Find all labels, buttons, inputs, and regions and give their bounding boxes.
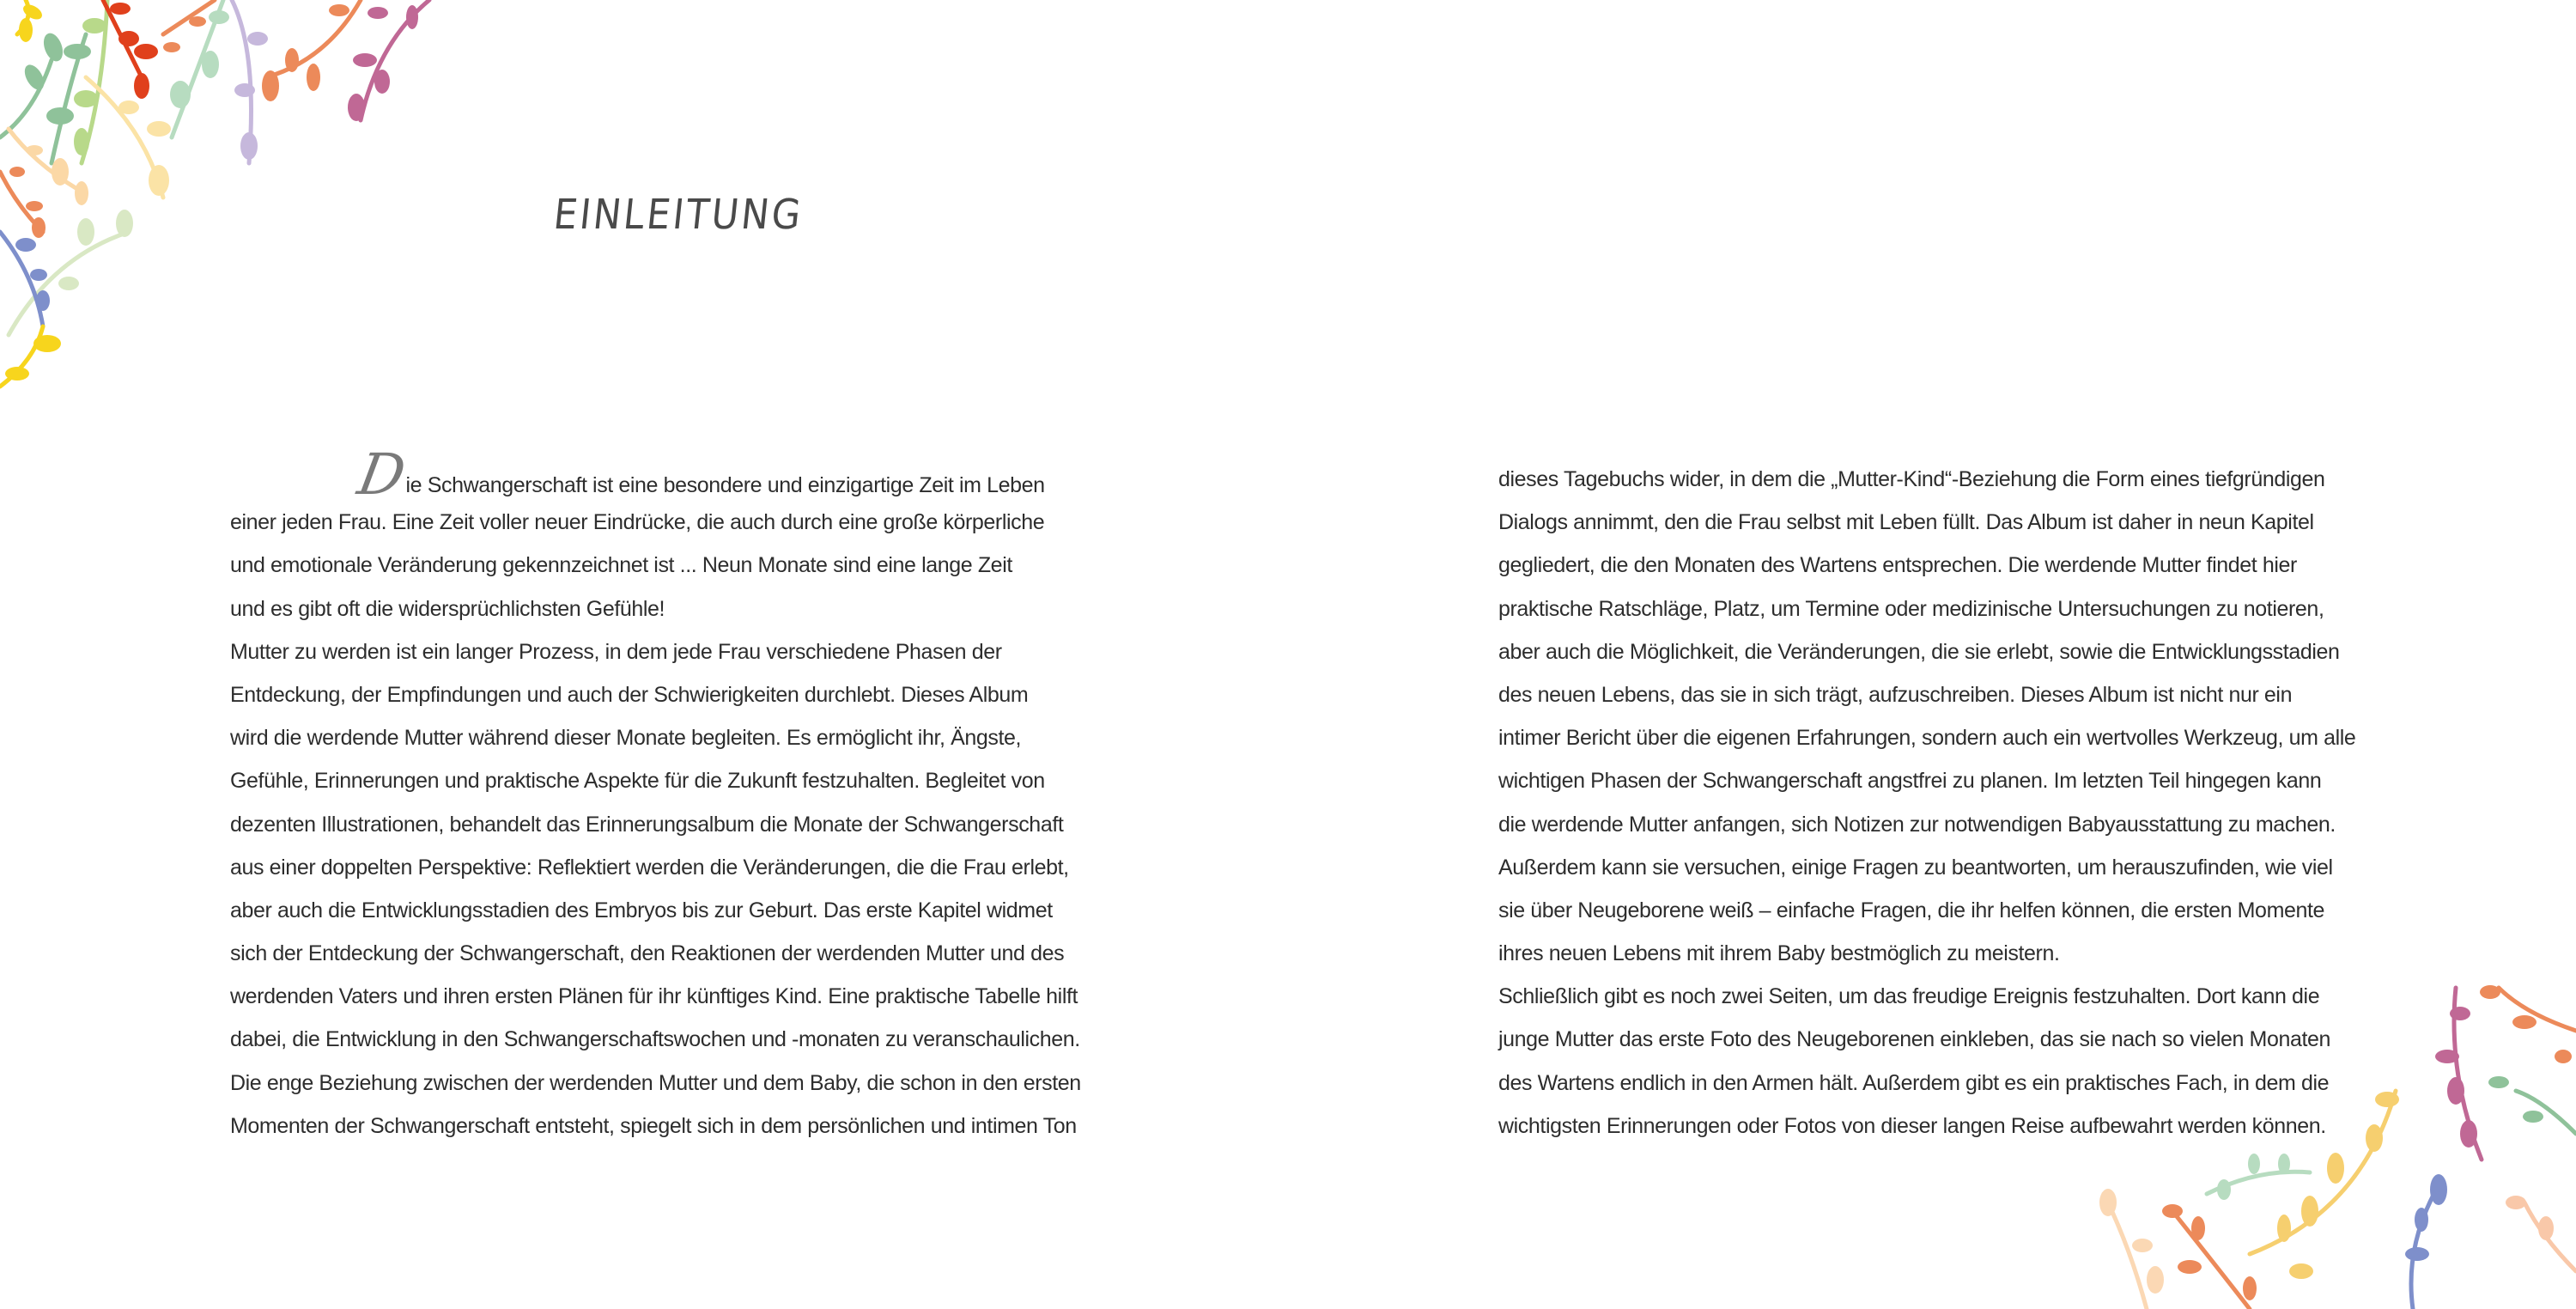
chapter-title: EINLEITUNG — [551, 191, 806, 240]
text-line: einer jeden Frau. Eine Zeit voller neuer Eindrücke, die auch durch eine große körperliche — [230, 510, 1045, 535]
text-line: junge Mutter das erste Foto des Neugeborenen einkleben, das sie nach so vielen Monaten — [1498, 1027, 2331, 1052]
text-line: Schließlich gibt es noch zwei Seiten, um das freudige Ereignis festzuhalten. Dort kann die — [1498, 984, 2320, 1009]
text-line: Die Schwangerschaft ist eine besondere und einzigartige Zeit im Leben — [353, 441, 1045, 508]
left-column-text — [230, 441, 1081, 1148]
text-line: Außerdem kann sie versuchen, einige Fragen zu beantworten, um herauszufinden, wie viel — [1498, 855, 2333, 880]
text-line: Mutter zu werden ist ein langer Prozess, in dem jede Frau verschiedene Phasen der — [230, 639, 1002, 664]
drop-cap: D — [353, 441, 410, 508]
text-line: wird die werdende Mutter während dieser Monate begleiten. Es ermöglicht ihr, Ängste, — [230, 726, 1022, 751]
text-line: dieses Tagebuchs wider, in dem die „Mutter-Kind“-Beziehung die Form eines tiefgründigen — [1498, 467, 2325, 491]
text-line: sie über Neugeborene weiß – einfache Fragen, die ihr helfen können, die ersten Momente — [1498, 898, 2325, 922]
text-line: ihres neuen Lebens mit ihrem Baby bestmöglich zu meistern. — [1498, 941, 2060, 966]
text-line: Entdeckung, der Empfindungen und auch der Schwierigkeiten durchlebt. Dieses Album — [230, 682, 1029, 707]
vines-decoration-bottom-right — [2078, 962, 2576, 1309]
text-line: des neuen Lebens, das sie in sich trägt, aufzuschreiben. Dieses Album ist nicht nur ein — [1498, 682, 2293, 707]
text-line: Momenten der Schwangerschaft entsteht, spiegelt sich in dem persönlichen und intimen Ton — [230, 1113, 1077, 1138]
text-line: aber auch die Entwicklungsstadien des Embryos bis zur Geburt. Das erste Kapitel widmet — [230, 898, 1053, 922]
text-line: und emotionale Veränderung gekennzeichnet ist ... Neun Monate sind eine lange Zeit — [230, 553, 1012, 578]
text-line: und es gibt oft die widersprüchlichsten Gefühle! — [230, 596, 665, 621]
right-page — [1288, 0, 2576, 1309]
text-line: des Wartens endlich in den Armen hält. Außerdem gibt es ein praktisches Fach, in dem die — [1498, 1070, 2330, 1095]
text-line: sich der Entdeckung der Schwangerschaft, den Reaktionen der werdenden Mutter und des — [230, 941, 1065, 966]
text-line: dabei, die Entwicklung in den Schwangerschaftswochen und -monaten zu veranschaulichen. — [230, 1027, 1080, 1052]
text-line: aus einer doppelten Perspektive: Reflektiert werden die Veränderungen, die die Frau erlebt, — [230, 855, 1069, 880]
text-line: gegliedert, die den Monaten des Wartens entsprechen. Die werdende Mutter findet hier — [1498, 553, 2297, 578]
text-line: Dialogs annimmt, den die Frau selbst mit Leben füllt. Das Album ist daher in neun Kapitel — [1498, 510, 2314, 535]
text-line: aber auch die Möglichkeit, die Veränderungen, die sie erlebt, sowie die Entwicklungsstadien — [1498, 639, 2340, 664]
text-line: dezenten Illustrationen, behandelt das Erinnerungsalbum die Monate der Schwangerschaft — [230, 812, 1064, 837]
text-line: wichtigen Phasen der Schwangerschaft angstfrei zu planen. Im letzten Teil hingegen kann — [1498, 769, 2322, 794]
text-line: Gefühle, Erinnerungen und praktische Aspekte für die Zukunft festzuhalten. Begleitet von — [230, 769, 1045, 794]
text-line: intimer Bericht über die eigenen Erfahrungen, sondern auch ein wertvolles Werkzeug, um alle — [1498, 726, 2356, 751]
text-line: werdenden Vaters und ihren ersten Plänen für ihr künftiges Kind. Eine praktische Tabelle hilft — [230, 984, 1078, 1009]
text-line: die werdende Mutter anfangen, sich Notizen zur notwendigen Babyausstattung zu machen. — [1498, 812, 2336, 837]
text-line: Die enge Beziehung zwischen der werdenden Mutter und dem Baby, die schon in den ersten — [230, 1070, 1081, 1095]
vines-decoration-top-left — [0, 0, 558, 404]
text-line: wichtigsten Erinnerungen oder Fotos von dieser langen Reise aufbewahrt werden können. — [1498, 1113, 2326, 1138]
text-line: praktische Ratschläge, Platz, um Termine oder medizinische Untersuchungen zu notieren, — [1498, 596, 2324, 621]
